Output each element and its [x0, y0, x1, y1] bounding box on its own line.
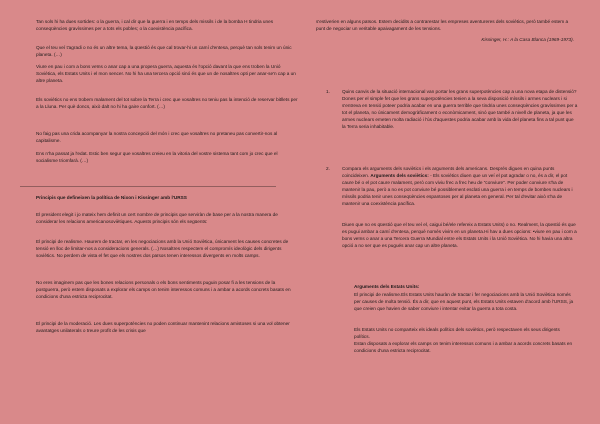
- section-heading: Principis que defineixen la política de Nixon i Kissinger amb l'URSS: [36, 195, 187, 200]
- question-number: 1.: [326, 89, 330, 94]
- question-2-body: - Els soviètics diuen que un veí el pot agradar o no, és a dir, el pot caure bé o el pot caure malament, però com viviu frec a frec heu de "conviure". Per poder conviure s'ha de mantenir la pau, però a no es pot conviure bé possiblement esclati una guerra i en temps de bombes nuclears i míssils podria tenir unes conseqüències espantoses per al planeta en general. Per tal d'evitar això s'ha de mantenir una coexistència pacífica.: [342, 173, 573, 206]
- paragraph: Els soviètics no ens trobem malament del tot sobre la Terra i crec que vosaltres no teniu pas la intenció de reservar bitllets per a la Lluna. Per què doncs, això dalt no hi ha gaire confort. (…): [36, 97, 298, 109]
- question-2: [342, 165, 578, 207]
- answer-1: Quins canvis de la situació internacional van portar les grans superpotències cap a una nova etapa de distensió? Dones per el simple fet que les grans superpotències tenien a la seva disposició míssils i armes nuclears i si s'entreva en tensió poteer podria acabar en una guerra terrible que tindria unes conseqüències gravíssimes per a tot el planeta, no únicament demogràficament o econòmicament, sinó que també a nivell de planeta, ja que les armes nuclears emeten molta radiació i l'ús d'aquestes podria acabar amb la vida del planeta fins a tal punt que la Terra seria inhabitable.: [342, 89, 578, 129]
- paragraph: El president elegit i jo mateix hem definit un cert nombre de principis que serviràn de base per a la nostra manera de considerar les relacions americanosoviètiques. Aquests principis són els següents:: [36, 212, 278, 224]
- paragraph: El principi de realisme. Haurem de tractar, en les negociacions amb la Unió Soviètica, únicament les causes concretes de tensió en lloc de limitar-nos a consideracions generals. (…) Nosaltres respectem el compromís ideològic dels dirigents soviètics. No perdem de vista el fet que els nostres dos països tenen interessos divergents en molts camps.: [36, 239, 289, 258]
- paragraph: Els Estats Units no comparteix els ideals polítics dels soviètics, però respectaven els seus dirigents polítics.: [354, 327, 560, 339]
- paragraph: Que el teu veí t'agradi o no és un altre tema, la qüestió és que cal trovar-hi un camí d'entesa, perquè tan sols tenim un únic planeta. (…): [36, 45, 292, 57]
- paragraph: Diuen que no es qüestió que el teu veí el, caigui bé/ele refereix a Estats Units) o no. Realment, la qüestió és que es pugui ambar a camí d'entesa, perquè només vivim en un planeta.Hi hav a dues opcions: •viure en pau i com a bons veïns o anar a una Tercera Guerra Mundial entre els Estats Units i la Unió Soviètica. No hi havia una altra opció a no ser que es pugués anar cap un altre planeta.: [342, 222, 577, 248]
- paragraph: Tan sols hi ha dues sortides: o la guerra, i cal dir que la guerra i en temps dels missils i de la bomba H tindria unes conseqüències gravíssimes per a tots els pobles; o la coexistència pacífica.: [36, 19, 274, 31]
- paragraph: El principi de la moderació. Les dues superpotències no poden continuar mantenint relacions amistoses si una vol obtener avantatges unilaterals o treure profit de les crisis que: [36, 321, 290, 333]
- paragraph: No eres imaginem pas que les bones relacions personals o els bons sentiments puguin posar fi a les tensions de la postguerra, però estem disposats a explorar els camps on tenim interessos comuns i a ambar a acords concrets basats en condicions d'una estricta reciprocitat.: [36, 280, 291, 299]
- paragraph: El principi de realisme.Els Estats Units hauràn de tractar i fer negociacions amb la Unió Soviètica només per causes de molta tensió. És a dir, que en aquest punt, els Estats Units estaven d'acord amb l'URSS, ja que creien que havien de saber conviure i intentar evitar la guerra a tota costa.: [354, 292, 574, 311]
- paragraph: s'estiverien en alguns països. Estem decidits a contrarestar les empreses aventureres dels soviètics, però també estem a punt de negociar un veritable apaivagament de les tensions.: [316, 19, 569, 31]
- paragraph: Ens n'ha passat ja l'edat. Estic ben segur que vosaltres creieu en la vitoria del vostre sistema tant com jo crec que el socialisme triomfarà. (…): [36, 151, 278, 163]
- subheading: Arguments dels Estats Units:: [354, 284, 420, 289]
- paragraph: Viure en pau i com a bons veïns o anar cap a una propera guerra, aquesta és l'opció davant la que ens troben la Unió Soviètica, els Estats Units i el mon sencer. No hi ha una tercera opció sinó és que un de nosaltres opti per anar-se'n cap a un altre planeta.: [36, 64, 296, 83]
- subheading: Arguments dels soviètics:: [370, 173, 429, 178]
- paragraph: No faig pas una crida acompanyar la nostra concepció del món i crec que vosaltres no pretaneu pas convertir-nos al capitalisme.: [36, 131, 278, 143]
- paragraph: Estan disposats a explorar els camps on tenim interessos comuns i a ambar a acords concrets basats en condicions d'una estricta reciprocitat.: [354, 341, 573, 353]
- divider: [20, 186, 276, 187]
- citation: Kissinger, H.: A la Casa Blanca (1969-1973).: [481, 37, 574, 42]
- question-number: 2.: [326, 166, 330, 171]
- question-2-text: Compara els arguments dels soviètics i els arguments dels americans. Després digues en quina punts coincideixen.: [342, 166, 555, 178]
